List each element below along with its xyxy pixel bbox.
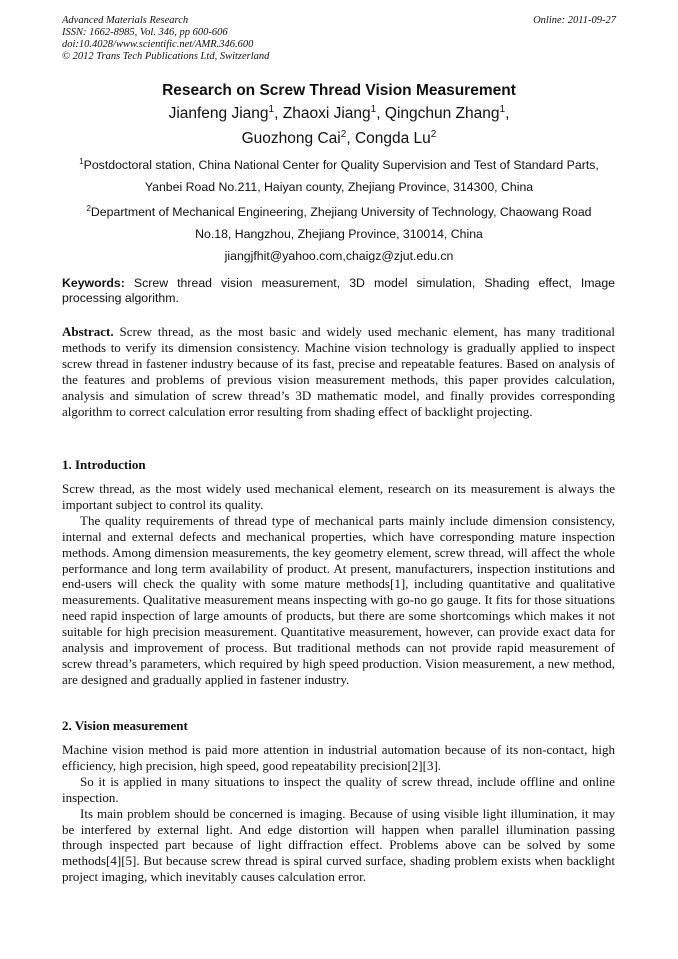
doi: doi:10.4028/www.scientific.net/AMR.346.600 — [62, 39, 254, 50]
author-sup: 2 — [340, 129, 347, 140]
online-date: Online: 2011-09-27 — [533, 15, 616, 26]
keywords-label: Keywords: — [62, 276, 125, 290]
section-heading: 1. Introduction — [62, 457, 146, 472]
abstract — [62, 324, 615, 419]
paragraph: The quality requirements of thread type of mechanical parts mainly include dimension consistency, internal and external defects and mechanical properties, which have corresponding mature inspection methods. Among dimension measurements, the key geometry element, screw thread, will affect the whole performance and long term availability of product. At present, manufacturers, inspection institutions and end-users will check the quality with some mature methods[1], including quantitative and qualitative measurements. Qualitative measurement means inspecting with go-no go gauge. It fits for those situations need rapid inspection of large amounts of products, but there are some shortcomings which makes it not suitable for high precision measurement. Quantitative measurement, however, can provide exact data for analysis and improvement of process. But traditional methods can not provide rapid measurement of screw thread’s parameters, which required by high speed production. Vision measurement, a new method, are designed and gradually applied in fastener industry. — [62, 512, 615, 687]
abstract-text: Screw thread, as the most basic and widely used mechanic element, has many traditional methods to verify its dimension consistency. Machine vision technology is gradually applied to inspect screw thread in fastener industry because of its fast, precise and repeatable features. Based on analysis of the features and problems of previous vision measurement methods, this paper provides calculation, analysis and simulation of screw thread’s 3D mathematic model, and finally provides corresponding algorithm to correct calculation error resulting from shading effect of backlight projecting. — [62, 324, 615, 419]
affiliation: Yanbei Road No.211, Haiyan county, Zhejiang Province, 314300, China — [144, 180, 534, 195]
email: jiangjfhit@yahoo.com,chaigz@zjut.edu.cn — [224, 249, 454, 264]
aff-sup: 2 — [86, 204, 91, 214]
journal-header — [62, 15, 269, 63]
affiliations — [40, 151, 638, 267]
author-sup: 1 — [499, 104, 506, 115]
affiliation: Postdoctoral station, China National Center for Quality Supervision and Test of Standard Parts, — [83, 158, 599, 173]
keywords — [62, 276, 615, 306]
paragraph: Machine vision method is paid more attention in industrial automation because of its non-contact, high efficiency, high precision, high speed, good repeatability precision[2][3]. — [62, 742, 615, 773]
author-sup: 2 — [430, 129, 437, 140]
issn: ISSN: 1662-8985, Vol. 346, pp 600-606 — [62, 27, 228, 38]
paragraph: So it is applied in many situations to inspect the quality of screw thread, include offline and online inspection. — [62, 773, 615, 805]
authors-line-1: Jianfeng Jiang$^1$, Zhaoxi Jiang$^1$, Qingchun Zhang$^1$, — [168, 104, 510, 123]
affiliation: No.18, Hangzhou, Zhejiang Province, 310014, China — [195, 227, 483, 242]
authors-line-2: Guozhong Cai$^2$, Congda Lu$^2$ — [241, 129, 437, 148]
paper-title: Research on Screw Thread Vision Measurement — [162, 82, 516, 99]
affiliation: Department of Mechanical Engineering, Zhejiang University of Technology, Chaowang Road — [90, 205, 592, 220]
author-sup: 1 — [268, 104, 275, 115]
author: Jianfeng Jiang — [168, 105, 269, 123]
section-vision-measurement — [62, 718, 615, 885]
journal-name: Advanced Materials Research — [62, 15, 189, 26]
copyright: © 2012 Trans Tech Publications Ltd, Switzerland — [62, 51, 270, 62]
author: Congda Lu — [354, 130, 431, 148]
author: Zhaoxi Jiang — [282, 105, 371, 123]
author: Qingchun Zhang — [384, 105, 500, 123]
aff-sup: 1 — [79, 157, 84, 166]
keywords-text: Screw thread vision measurement, 3D model simulation, Shading effect, Image processing algorithm. — [62, 276, 615, 305]
author-sup: 1 — [370, 104, 377, 115]
paragraph: Screw thread, as the most widely used mechanical element, research on its measurement is always the important subject to control its quality. — [62, 481, 615, 512]
section-heading: 2. Vision measurement — [62, 718, 188, 733]
author: Guozhong Cai — [241, 130, 341, 148]
abstract-label: Abstract. — [62, 324, 114, 339]
paragraph: Its main problem should be concerned is imaging. Because of using visible light illumination, it may be interfered by external light. And edge distortion will happen when parallel illumination passing through inspected part because of light diffraction effect. Problems above can be solved by some methods[4][5]. But because screw thread is spiral curved surface, shading problem exists when backlight project imaging, which inevitably causes calculation error. — [62, 805, 615, 885]
section-introduction — [62, 457, 615, 688]
